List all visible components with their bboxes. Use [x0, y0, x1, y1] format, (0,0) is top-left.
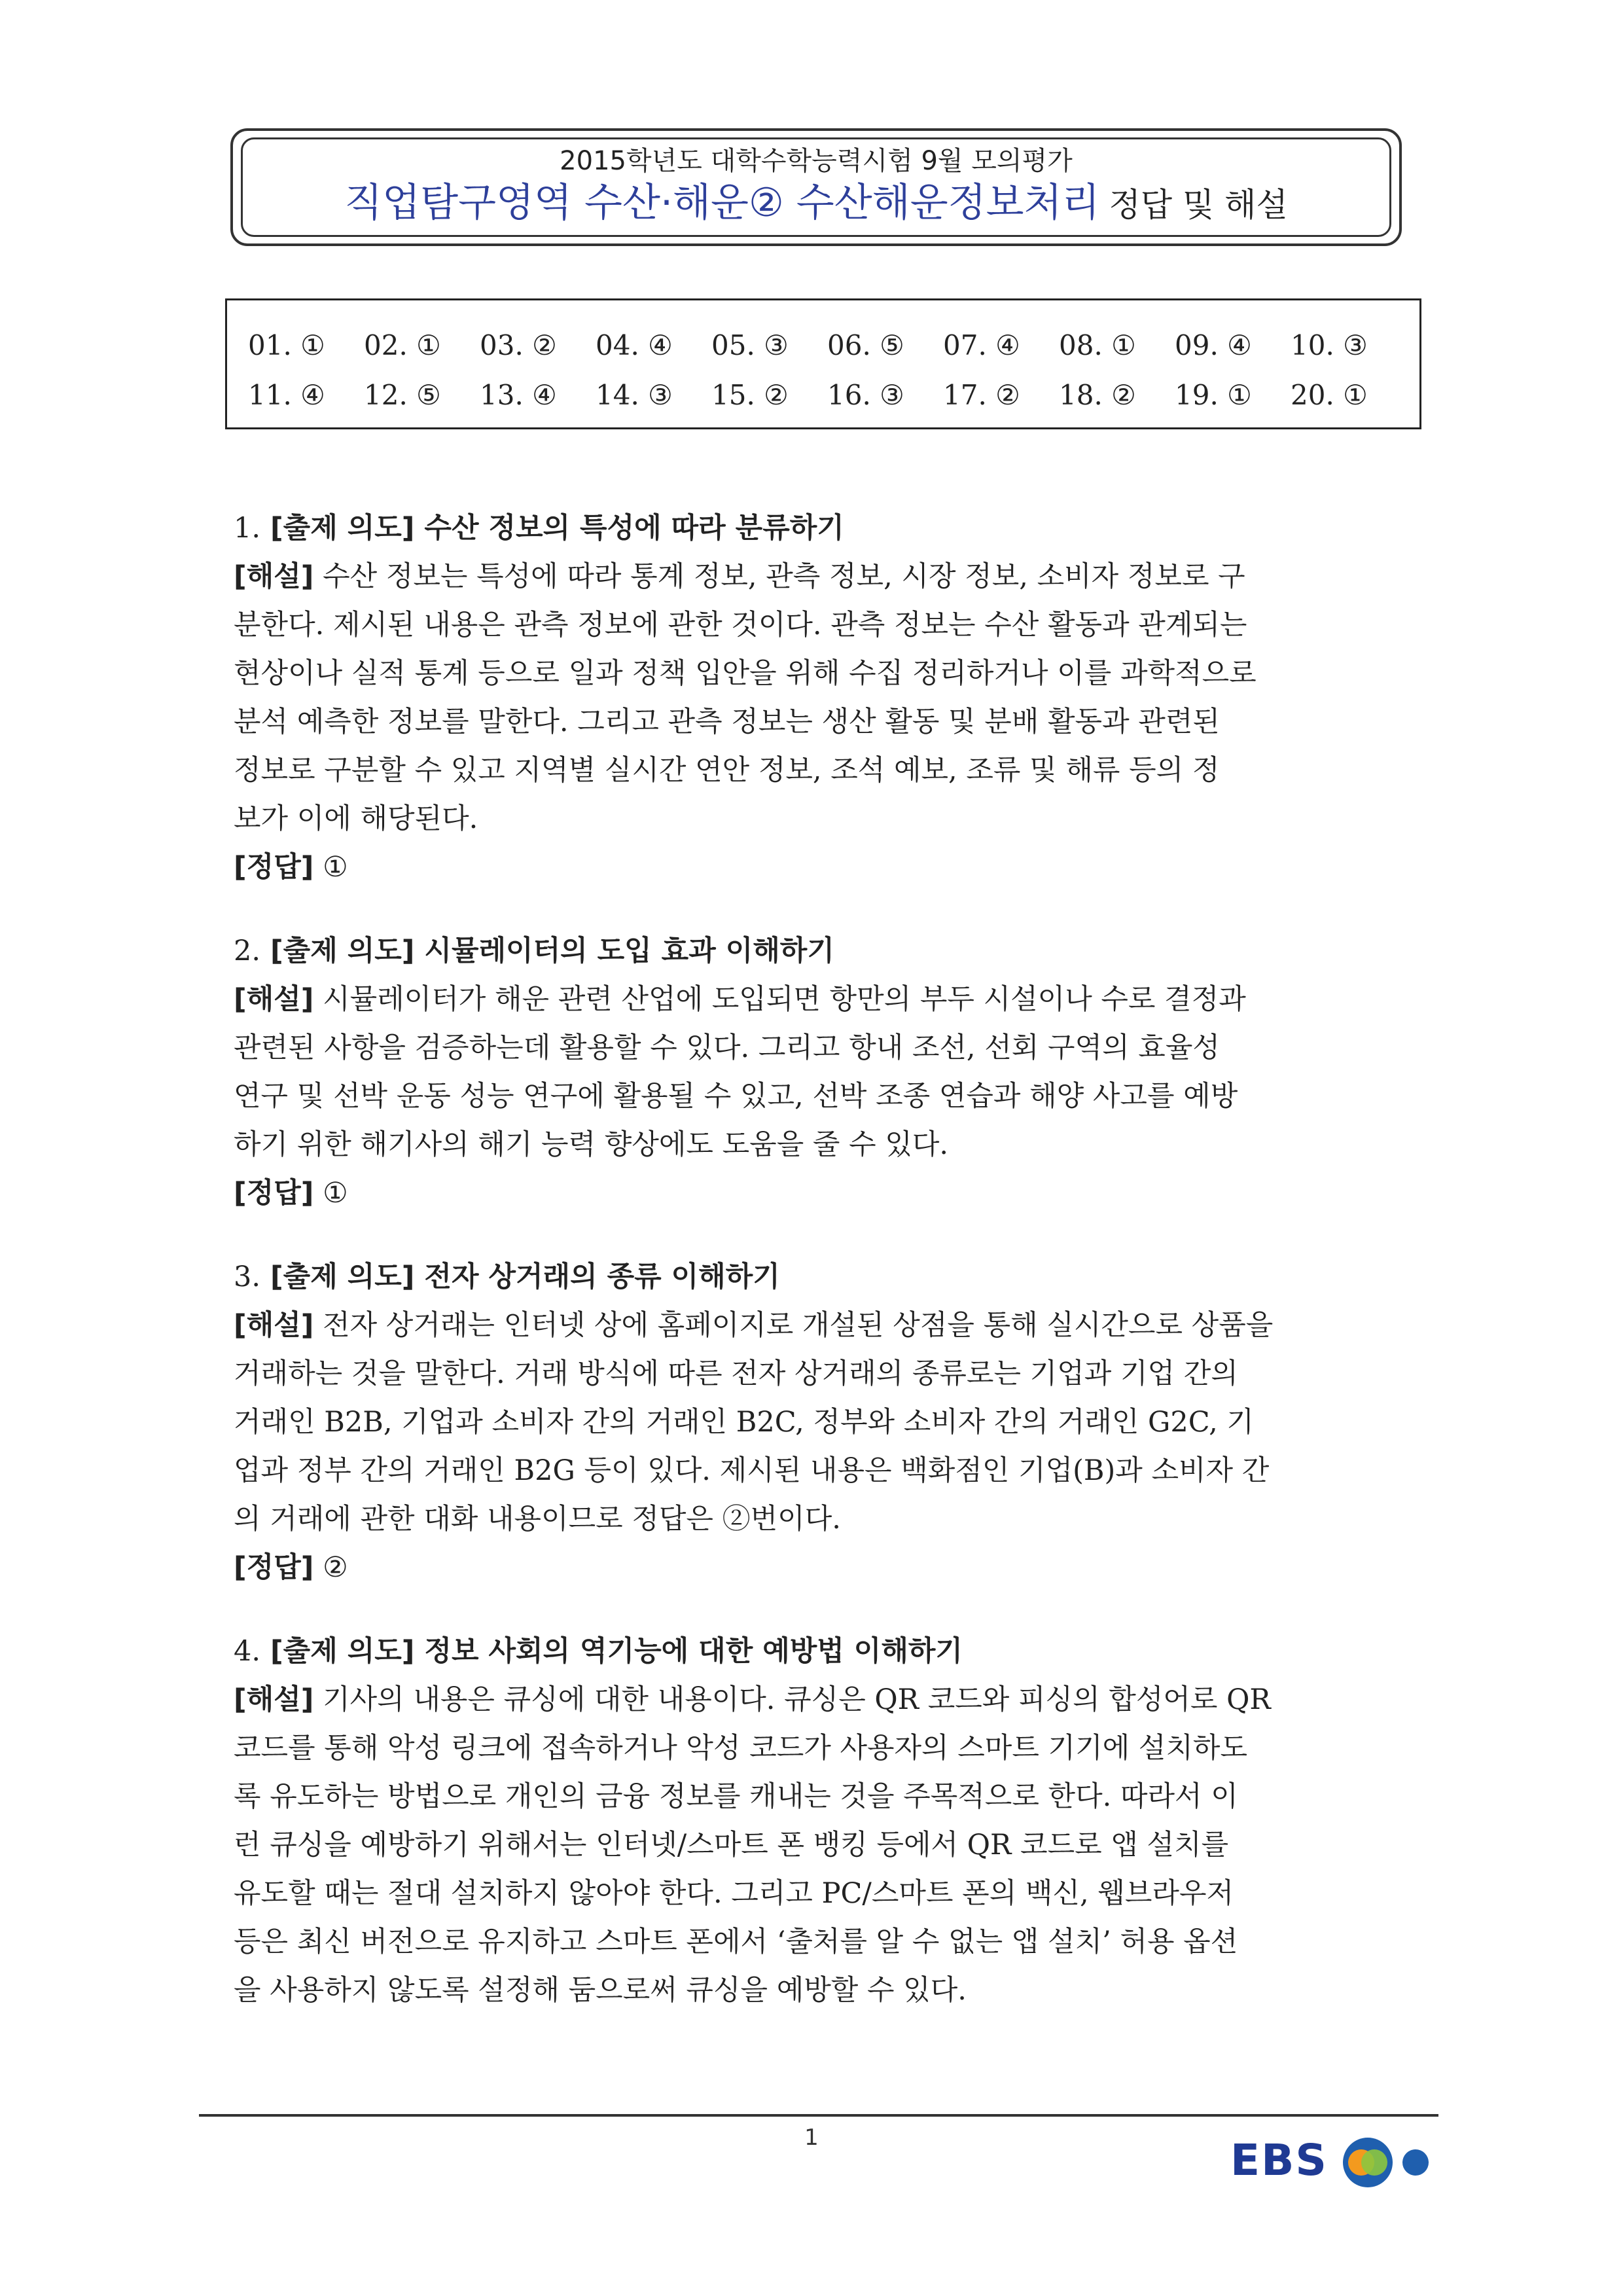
explanation-line: 을 사용하지 않도록 설정해 둠으로써 큐싱을 예방할 수 있다.: [234, 1974, 967, 2007]
explanation-line: 정보로 구분할 수 있고 지역별 실시간 연안 정보, 조석 예보, 조류 및 해류 등의 정: [234, 754, 1220, 787]
question-1: [234, 504, 1407, 891]
explanation-line: 유도할 때는 절대 설치하지 않아야 한다. 그리고 PC/스마트 폰의 백신, 웹브라우저: [234, 1877, 1234, 1910]
answer-item: 01. ①: [248, 329, 325, 361]
explanation-line: 수산 정보는 특성에 따라 통계 정보, 관측 정보, 시장 정보, 소비자 정보로 구: [323, 560, 1245, 593]
explanations: [234, 504, 1407, 2050]
question-4: [234, 1627, 1407, 2015]
answer-value: ②: [323, 1551, 348, 1584]
question-intent: [출제 의도] 정보 사회의 역기능에 대한 예방법 이해하기: [270, 1635, 963, 1668]
answer-item: 19. ①: [1175, 378, 1252, 411]
explanation-line: 연구 및 선박 운동 성능 연구에 활용될 수 있고, 선박 조종 연습과 해양 사고를 예방: [234, 1080, 1238, 1113]
ebs-logo: [1230, 2132, 1453, 2191]
answer-key-table: [225, 298, 1421, 429]
answer-value: ①: [323, 1177, 348, 1210]
explanation: [234, 552, 1407, 843]
explanation-line: 코드를 통해 악성 링크에 접속하거나 악성 코드가 사용자의 스마트 기기에 설치하도: [234, 1732, 1247, 1765]
ebs-logo-mark-icon: [1230, 2132, 1453, 2191]
subject-line: [233, 171, 1399, 228]
explanation-label: [해설]: [234, 983, 314, 1016]
explanation-line: 거래하는 것을 말한다. 거래 방식에 따른 전자 상거래의 종류로는 기업과 기업 간의: [234, 1357, 1238, 1390]
explanation-line: 시뮬레이터가 해운 관련 산업에 도입되면 항만의 부두 시설이나 수로 결정과: [323, 983, 1246, 1016]
question-intent: [출제 의도] 시뮬레이터의 도입 효과 이해하기: [270, 935, 834, 967]
answer-item: 12. ⑤: [364, 378, 441, 411]
explanation: [234, 1676, 1407, 2015]
answer-item: 20. ①: [1291, 378, 1368, 411]
answer-item: 07. ④: [943, 329, 1020, 361]
exam-title: 2015학년도 대학수학능력시험 9월 모의평가: [560, 146, 1073, 176]
footer-divider: [199, 2114, 1438, 2117]
answer-row-1: [248, 320, 1419, 370]
correct-answer: [234, 1543, 1407, 1592]
answer-value: ①: [323, 851, 348, 884]
answer-item: 10. ③: [1291, 329, 1368, 361]
question-intent: [출제 의도] 전자 상거래의 종류 이해하기: [270, 1261, 780, 1293]
question-number: 1.: [234, 512, 261, 545]
question-intent: [출제 의도] 수산 정보의 특성에 따라 분류하기: [270, 512, 844, 545]
explanation-line: 업과 정부 간의 거래인 B2G 등이 있다. 제시된 내용은 백화점인 기업(B)과 소비자 간: [234, 1454, 1270, 1487]
answer-label: [정답]: [234, 851, 314, 884]
answer-item: 18. ②: [1059, 378, 1136, 411]
subject-title: 직업탐구영역 수산·해운② 수산해운정보처리: [344, 180, 1100, 226]
explanation-line: 하기 위한 해기사의 해기 능력 향상에도 도움을 줄 수 있다.: [234, 1128, 949, 1161]
explanation-line: 전자 상거래는 인터넷 상에 홈페이지로 개설된 상점을 통해 실시간으로 상품을: [323, 1309, 1274, 1342]
question-number: 2.: [234, 935, 261, 967]
answer-item: 17. ②: [943, 378, 1020, 411]
answer-item: 14. ③: [596, 378, 673, 411]
explanation-line: 런 큐싱을 예방하기 위해서는 인터넷/스마트 폰 뱅킹 등에서 QR 코드로 앱 설치를: [234, 1829, 1229, 1861]
subject-suffix: 정답 및 해설: [1109, 186, 1288, 224]
answer-item: 02. ①: [364, 329, 441, 361]
answer-item: 13. ④: [480, 378, 557, 411]
correct-answer: [234, 1169, 1407, 1217]
explanation-label: [해설]: [234, 1309, 314, 1342]
explanation-line: 등은 최신 버전으로 유지하고 스마트 폰에서 ‘출처를 알 수 없는 앱 설치’ 허용 옵션: [234, 1926, 1238, 1958]
answer-label: [정답]: [234, 1177, 314, 1210]
explanation-line: 의 거래에 관한 대화 내용이므로 정답은 ②번이다.: [234, 1503, 841, 1535]
page-number: 1: [804, 2125, 819, 2151]
answer-item: 04. ④: [596, 329, 673, 361]
explanation-line: 분석 예측한 정보를 말한다. 그리고 관측 정보는 생산 활동 및 분배 활동과 관련된: [234, 706, 1220, 738]
question-2: [234, 927, 1407, 1217]
explanation-line: 기사의 내용은 큐싱에 대한 내용이다. 큐싱은 QR 코드와 피싱의 합성어로 QR: [323, 1683, 1271, 1716]
answer-item: 03. ②: [480, 329, 557, 361]
explanation-line: 록 유도하는 방법으로 개인의 금융 정보를 캐내는 것을 주목적으로 한다. 따라서 이: [234, 1780, 1238, 1813]
explanation-line: 현상이나 실적 통계 등으로 일과 정책 입안을 위해 수집 정리하거나 이를 과학적으로: [234, 657, 1257, 690]
question-title: [234, 1253, 1407, 1301]
question-3: [234, 1253, 1407, 1592]
answer-item: 06. ⑤: [827, 329, 904, 361]
question-title: [234, 927, 1407, 975]
correct-answer: [234, 843, 1407, 891]
answer-item: 08. ①: [1059, 329, 1136, 361]
question-number: 4.: [234, 1635, 261, 1668]
answer-label: [정답]: [234, 1551, 314, 1584]
explanation-line: 보가 이에 해당된다.: [234, 802, 478, 835]
answer-item: 05. ③: [711, 329, 789, 361]
question-title: [234, 504, 1407, 552]
question-number: 3.: [234, 1261, 261, 1293]
explanation-line: 관련된 사항을 검증하는데 활용할 수 있다. 그리고 항내 조선, 선회 구역의 효율성: [234, 1031, 1220, 1064]
explanation-line: 분한다. 제시된 내용은 관측 정보에 관한 것이다. 관측 정보는 수산 활동과 관계되는: [234, 609, 1247, 641]
answer-row-2: [248, 370, 1419, 420]
explanation-label: [해설]: [234, 560, 314, 593]
answer-item: 09. ④: [1175, 329, 1252, 361]
explanation: [234, 1301, 1407, 1543]
question-title: [234, 1627, 1407, 1676]
answer-item: 11. ④: [248, 378, 325, 411]
answer-item: 15. ②: [711, 378, 789, 411]
explanation-line: 거래인 B2B, 기업과 소비자 간의 거래인 B2C, 정부와 소비자 간의 거래인 G2C, 기: [234, 1406, 1254, 1439]
explanation: [234, 975, 1407, 1169]
ebs-logo-text: EBS: [1230, 2135, 1328, 2185]
header-box: [230, 128, 1402, 246]
answer-item: 16. ③: [827, 378, 904, 411]
explanation-label: [해설]: [234, 1683, 314, 1716]
